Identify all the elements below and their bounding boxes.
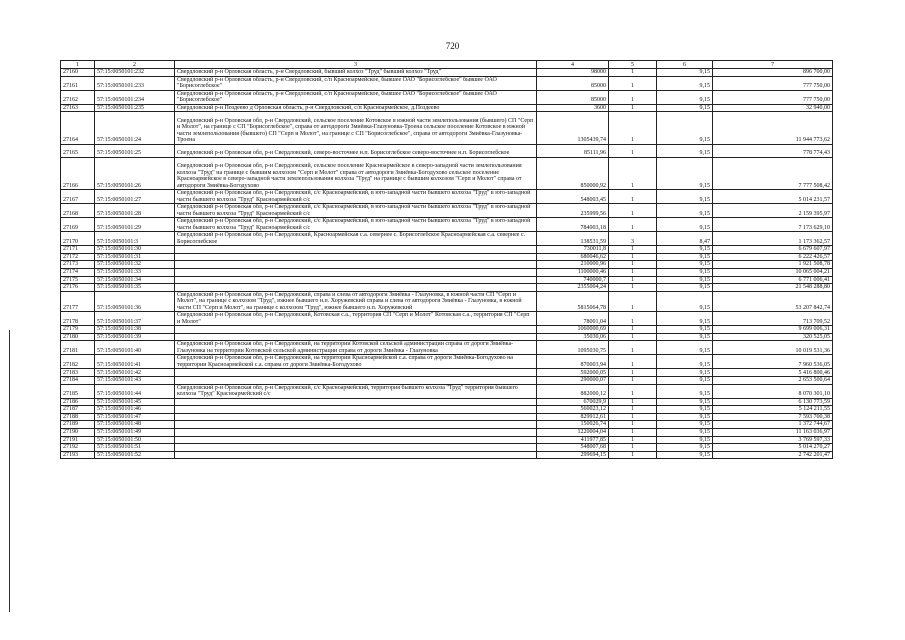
unit-price-value: 9,15 [657, 218, 713, 232]
row-number: 27193 [61, 451, 95, 459]
area-value: 78001,04 [537, 312, 609, 326]
category-value: 1 [609, 333, 657, 341]
category-value: 1 [609, 157, 657, 189]
area-value: 560023,12 [537, 406, 609, 414]
location-description: Свердловский р-н Орловская область, р-н Свердловский, с/п Красноармейское, бывшее ОАО "Борисоглебское" бывшее ОАО "Борисоглебское" [175, 90, 537, 104]
category-value: 1 [609, 253, 657, 261]
location-description [175, 333, 537, 341]
row-number: 27174 [61, 268, 95, 276]
cadastral-value: 9 699 006,31 [713, 326, 833, 334]
cadastral-number: 57:15:0050101:29 [95, 218, 175, 232]
registry-body [61, 61, 833, 459]
column-number: 6 [657, 61, 713, 69]
location-description: Свердловский р-н Орловская обл, р-н Свердловский, справа и слева от автодороги Змиёвка - Глазуновка, в южной части СП "Серп и Молот", на границе с колхозом "Труд", южнее бывшего н.п. Хоружевский справа и слева от автодороги Змиёвка - Глазуновка, в южной части СП "Серп и Молот", на границе с колхозом "Труд", южнее бывшего н.п. Хоружевский [175, 291, 537, 312]
table-row [61, 384, 833, 398]
unit-price-value: 9,15 [657, 204, 713, 218]
cadastral-number: 57:15:0050101:34 [95, 276, 175, 284]
area-value: 730011,8 [537, 246, 609, 254]
location-description [175, 421, 537, 429]
cadastral-value: 2 159 395,97 [713, 204, 833, 218]
table-row [61, 69, 833, 77]
column-number: 7 [713, 61, 833, 69]
unit-price-value: 9,15 [657, 144, 713, 157]
cadastral-number: 57:15:0050101:48 [95, 421, 175, 429]
cadastral-number: 57:15:0050101:42 [95, 369, 175, 377]
category-value: 1 [609, 246, 657, 254]
location-description: Свердловский р-н Орловская обл, р-н Свердловский, с/с Красноармейский, в юго-западной части бывшего колхоза "Труд" в юго-западной части бывшего колхоза "Труд" Красноармейский с/с [175, 218, 537, 232]
area-value: 850000,92 [537, 157, 609, 189]
unit-price-value: 9,15 [657, 157, 713, 189]
area-value: 290000,07 [537, 377, 609, 385]
category-value: 1 [609, 90, 657, 104]
cadastral-value: 6 222 426,57 [713, 253, 833, 261]
table-row [61, 341, 833, 355]
location-description: Свердловский р-н Орловская область, р-н Свердловский, с/п Красноармейское, бывшее ОАО "Борисоглебское" бывшее ОАО "Борисоглебское" [175, 76, 537, 90]
category-value: 1 [609, 218, 657, 232]
row-number: 27187 [61, 406, 95, 414]
area-value: 1060000,69 [537, 326, 609, 334]
category-value: 1 [609, 276, 657, 284]
area-value: 870003,94 [537, 355, 609, 369]
location-description [175, 326, 537, 334]
cadastral-value: 777 750,00 [713, 90, 833, 104]
unit-price-value: 9,15 [657, 76, 713, 90]
table-row [61, 268, 833, 276]
category-value: 1 [609, 377, 657, 385]
location-description [175, 268, 537, 276]
category-value: 1 [609, 398, 657, 406]
cadastral-value: 3 769 597,33 [713, 436, 833, 444]
cadastral-number: 57:15:0050101:24 [95, 112, 175, 144]
row-number: 27185 [61, 384, 95, 398]
location-description [175, 284, 537, 292]
cadastral-value: 5 416 800,46 [713, 369, 833, 377]
table-row [61, 253, 833, 261]
row-number: 27182 [61, 355, 95, 369]
table-row [61, 232, 833, 246]
row-number: 27161 [61, 76, 95, 90]
cadastral-value: 7 173 629,10 [713, 218, 833, 232]
row-number: 27180 [61, 333, 95, 341]
cadastral-value: 53 207 842,74 [713, 291, 833, 312]
column-number: 1 [61, 61, 95, 69]
category-value: 1 [609, 451, 657, 459]
cadastral-value: 713 709,52 [713, 312, 833, 326]
cadastral-number: 57:15:0050101:50 [95, 436, 175, 444]
table-row [61, 451, 833, 459]
row-number: 27166 [61, 157, 95, 189]
area-value: 548003,45 [537, 190, 609, 204]
table-row [61, 377, 833, 385]
cadastral-number: 57:15:0050101:37 [95, 312, 175, 326]
unit-price-value: 9,15 [657, 355, 713, 369]
unit-price-value: 9,15 [657, 384, 713, 398]
row-number: 27164 [61, 112, 95, 144]
row-number: 27165 [61, 144, 95, 157]
cadastral-number: 57:15:0050101:232 [95, 69, 175, 77]
cadastral-value: 5 014 270,27 [713, 444, 833, 452]
unit-price-value: 9,15 [657, 444, 713, 452]
cadastral-value: 10 065 004,21 [713, 268, 833, 276]
cadastral-number: 57:15:0050101:233 [95, 76, 175, 90]
area-value: 592000,05 [537, 369, 609, 377]
table-row [61, 112, 833, 144]
category-value: 1 [609, 312, 657, 326]
cadastral-value: 6 130 773,59 [713, 398, 833, 406]
row-number: 27160 [61, 69, 95, 77]
cadastral-number: 57:15:0050101:31 [95, 253, 175, 261]
category-value: 1 [609, 413, 657, 421]
unit-price-value: 9,15 [657, 190, 713, 204]
row-number: 27179 [61, 326, 95, 334]
table-row [61, 104, 833, 112]
location-description [175, 406, 537, 414]
location-description: Свердловский р-н Орловская обл, р-н Свердловский, северо-восточнее н.п. Борисоглебское северо-восточнее н.п. Борисоглебское [175, 144, 537, 157]
location-description [175, 377, 537, 385]
area-value: 411977,85 [537, 436, 609, 444]
category-value: 1 [609, 326, 657, 334]
cadastral-value: 11 163 036,97 [713, 428, 833, 436]
table-row [61, 369, 833, 377]
area-value: 85000 [537, 76, 609, 90]
column-number: 4 [537, 61, 609, 69]
page-number: 720 [445, 41, 460, 51]
area-value: 210000,96 [537, 261, 609, 269]
cadastral-value: 21 548 288,80 [713, 284, 833, 292]
category-value: 1 [609, 268, 657, 276]
table-row [61, 312, 833, 326]
cadastral-number: 57:15:0050101:3 [95, 232, 175, 246]
area-value: 299694,15 [537, 451, 609, 459]
area-value: 2355004,24 [537, 284, 609, 292]
unit-price-value: 9,15 [657, 341, 713, 355]
unit-price-value: 9,15 [657, 253, 713, 261]
cadastral-value: 778 774,43 [713, 144, 833, 157]
unit-price-value: 9,15 [657, 451, 713, 459]
unit-price-value: 8,47 [657, 232, 713, 246]
table-row [61, 190, 833, 204]
table-row [61, 428, 833, 436]
cadastral-value: 896 700,00 [713, 69, 833, 77]
location-description: Свердловский р-н Орловская обл, р-н Свердловский, на территории Красноармейской с.а. справа от дороги Змиёвка-Богодухово на территории Красноармейской с.а. справа от дороги Змиёвка-Богодухово [175, 355, 537, 369]
category-value: 1 [609, 76, 657, 90]
unit-price-value: 9,15 [657, 90, 713, 104]
cadastral-number: 57:15:0050101:30 [95, 246, 175, 254]
location-description [175, 451, 537, 459]
column-number: 5 [609, 61, 657, 69]
category-value: 1 [609, 355, 657, 369]
row-number: 27172 [61, 253, 95, 261]
cadastral-number: 57:15:0050101:234 [95, 90, 175, 104]
table-row [61, 144, 833, 157]
row-number: 27178 [61, 312, 95, 326]
location-description: Свердловский р-н Орловская обл, р-н Свердловский, сельское поселение Котовское в южной части землепользования (бывшего) СП "Серп и Молот", на границе с СП "Борисоглебское", справа от автодороги Змиёвка-Глазуновка-Троена сельское поселение Котовское в южной части землепользования (бывшего) СП "Серп и Молот", на границе с СП "Борисоглебское", справа от автодороги Змиёвка-Глазуновка-Троена [175, 112, 537, 144]
category-value: 1 [609, 444, 657, 452]
cadastral-number: 57:15:0050101:44 [95, 384, 175, 398]
category-value: 1 [609, 428, 657, 436]
location-description: Свердловский р-н Орловская обл, р-н Свердловский, с/с Красноармейский, в юго-западной части бывшего колхоза "Труд" в юго-западной части бывшего колхоза "Труд" Красноармейский с/с [175, 204, 537, 218]
area-value: 829912,61 [537, 413, 609, 421]
area-value: 1220004,04 [537, 428, 609, 436]
area-value: 1095030,75 [537, 341, 609, 355]
cadastral-number: 57:15:0050101:27 [95, 190, 175, 204]
row-number: 27168 [61, 204, 95, 218]
row-number: 27192 [61, 444, 95, 452]
category-value: 1 [609, 341, 657, 355]
row-number: 27191 [61, 436, 95, 444]
unit-price-value: 9,15 [657, 246, 713, 254]
cadastral-value: 1 173 362,57 [713, 232, 833, 246]
cadastral-number: 57:15:0050101:26 [95, 157, 175, 189]
area-value: 98000 [537, 69, 609, 77]
location-description [175, 369, 537, 377]
area-value: 35030,06 [537, 333, 609, 341]
unit-price-value: 9,15 [657, 268, 713, 276]
cadastral-number: 57:15:0050101:35 [95, 284, 175, 292]
table-row [61, 355, 833, 369]
cadastral-number: 57:15:0050101:51 [95, 444, 175, 452]
row-number: 27169 [61, 218, 95, 232]
table-row [61, 284, 833, 292]
row-number: 27163 [61, 104, 95, 112]
unit-price-value: 9,15 [657, 428, 713, 436]
cadastral-number: 57:15:0050101:25 [95, 144, 175, 157]
table-row [61, 421, 833, 429]
unit-price-value: 9,15 [657, 69, 713, 77]
row-number: 27170 [61, 232, 95, 246]
area-value: 138531,59 [537, 232, 609, 246]
unit-price-value: 9,15 [657, 326, 713, 334]
location-description [175, 253, 537, 261]
cadastral-value: 11 944 773,62 [713, 112, 833, 144]
location-description: Свердловский р-н Орловская обл, р-н Свердловский, Котовская с.а., территория СП "Серп и Молот" Котовская с.а., территория СП "Серп и Молот" [175, 312, 537, 326]
location-description [175, 436, 537, 444]
table-row [61, 444, 833, 452]
cadastral-number: 57:15:0050101:52 [95, 451, 175, 459]
cadastral-value: 7 960 536,05 [713, 355, 833, 369]
cadastral-value: 320 525,05 [713, 333, 833, 341]
area-value: 150026,74 [537, 421, 609, 429]
table-row [61, 204, 833, 218]
area-value: 1100000,46 [537, 268, 609, 276]
table-row [61, 291, 833, 312]
cadastral-value: 32 940,00 [713, 104, 833, 112]
location-description: Свердловский р-н Орловская обл, р-н Свердловский, на территории Котовской сельской администрации справа от дороги Змиёвка-Глазуновка на территории Котовской сельской администрации справа от дороги Змиёвка - Глазуновка [175, 341, 537, 355]
cadastral-value: 2 742 201,47 [713, 451, 833, 459]
category-value: 1 [609, 190, 657, 204]
area-value: 670029,9 [537, 398, 609, 406]
unit-price-value: 9,15 [657, 291, 713, 312]
table-row [61, 333, 833, 341]
table-row [61, 276, 833, 284]
area-value: 548007,68 [537, 444, 609, 452]
row-number: 27186 [61, 398, 95, 406]
table-row [61, 76, 833, 90]
column-number-row [61, 61, 833, 69]
location-description [175, 261, 537, 269]
cadastral-value: 8 070 301,10 [713, 384, 833, 398]
category-value: 1 [609, 104, 657, 112]
table-row [61, 261, 833, 269]
row-number: 27183 [61, 369, 95, 377]
location-description [175, 276, 537, 284]
cadastral-value: 10 019 531,36 [713, 341, 833, 355]
category-value: 1 [609, 436, 657, 444]
table-row [61, 413, 833, 421]
location-description [175, 398, 537, 406]
row-number: 27189 [61, 421, 95, 429]
location-description [175, 444, 537, 452]
cadastral-registry-table [60, 60, 833, 459]
cadastral-value: 5 124 211,55 [713, 406, 833, 414]
unit-price-value: 9,15 [657, 284, 713, 292]
unit-price-value: 9,15 [657, 369, 713, 377]
area-value: 5815064,78 [537, 291, 609, 312]
category-value: 1 [609, 284, 657, 292]
table-row [61, 326, 833, 334]
cadastral-value: 6 771 006,41 [713, 276, 833, 284]
location-description: Свердловский р-н Орловская обл, р-н Свердловский, Красноармейская с.а. севернее с. Борисоглебское Красноармейская с.а. севернее с. Борисоглебское [175, 232, 537, 246]
area-value: 85000 [537, 90, 609, 104]
cadastral-number: 57:15:0050101:36 [95, 291, 175, 312]
location-description [175, 428, 537, 436]
table-row [61, 406, 833, 414]
area-value: 3600 [537, 104, 609, 112]
unit-price-value: 9,15 [657, 112, 713, 144]
unit-price-value: 9,15 [657, 413, 713, 421]
cadastral-number: 57:15:0050101:41 [95, 355, 175, 369]
row-number: 27184 [61, 377, 95, 385]
cadastral-number: 57:15:0050101:40 [95, 341, 175, 355]
category-value: 3 [609, 232, 657, 246]
category-value: 1 [609, 144, 657, 157]
cadastral-value: 7 593 700,38 [713, 413, 833, 421]
table-row [61, 436, 833, 444]
location-description: Свердловский р-н Орловская область, р-н Свердловский, бывший колхоз "Труд" бывший колхоз "Труд" [175, 69, 537, 77]
category-value: 1 [609, 261, 657, 269]
area-value: 680046,62 [537, 253, 609, 261]
cadastral-number: 57:15:0050101:45 [95, 398, 175, 406]
cadastral-number: 57:15:0050101:32 [95, 261, 175, 269]
column-number: 2 [95, 61, 175, 69]
area-value: 882000,12 [537, 384, 609, 398]
area-value: 784003,18 [537, 218, 609, 232]
category-value: 1 [609, 291, 657, 312]
category-value: 1 [609, 369, 657, 377]
cadastral-number: 57:15:0050101:33 [95, 268, 175, 276]
row-number: 27162 [61, 90, 95, 104]
table-row [61, 90, 833, 104]
scan-edge-line [9, 330, 10, 612]
cadastral-number: 57:15:0050101:46 [95, 406, 175, 414]
unit-price-value: 9,15 [657, 421, 713, 429]
unit-price-value: 9,15 [657, 276, 713, 284]
cadastral-number: 57:15:0050101:43 [95, 377, 175, 385]
unit-price-value: 9,15 [657, 436, 713, 444]
table-row [61, 157, 833, 189]
column-number: 3 [175, 61, 537, 69]
row-number: 27177 [61, 291, 95, 312]
cadastral-value: 777 750,00 [713, 76, 833, 90]
cadastral-number: 57:15:0050101:235 [95, 104, 175, 112]
row-number: 27190 [61, 428, 95, 436]
row-number: 27175 [61, 276, 95, 284]
cadastral-value: 5 014 231,57 [713, 190, 833, 204]
category-value: 1 [609, 384, 657, 398]
cadastral-value: 6 679 607,97 [713, 246, 833, 254]
cadastral-value: 2 653 500,64 [713, 377, 833, 385]
cadastral-number: 57:15:0050101:38 [95, 326, 175, 334]
unit-price-value: 9,15 [657, 406, 713, 414]
unit-price-value: 9,15 [657, 398, 713, 406]
area-value: 235999,56 [537, 204, 609, 218]
location-description [175, 246, 537, 254]
cadastral-value: 1 921 508,78 [713, 261, 833, 269]
cadastral-number: 57:15:0050101:28 [95, 204, 175, 218]
category-value: 1 [609, 112, 657, 144]
table-row [61, 246, 833, 254]
table-row [61, 218, 833, 232]
cadastral-number: 57:15:0050101:47 [95, 413, 175, 421]
location-description: Свердловский р-н Орловская обл, р-н Свердловский, с/с Красноармейский, территория бывшего колхоза "Труд" территория бывшего колхоза "Труд" Красноармейский с/с [175, 384, 537, 398]
category-value: 1 [609, 69, 657, 77]
table-row [61, 398, 833, 406]
row-number: 27176 [61, 284, 95, 292]
row-number: 27181 [61, 341, 95, 355]
unit-price-value: 9,15 [657, 312, 713, 326]
location-description [175, 413, 537, 421]
unit-price-value: 9,15 [657, 333, 713, 341]
area-value: 740000,7 [537, 276, 609, 284]
unit-price-value: 9,15 [657, 377, 713, 385]
location-description: Свердловский р-н Поздеево д Орловская область, р-н Свердловский, с/п Красноармейское, д.Поздеево [175, 104, 537, 112]
category-value: 1 [609, 406, 657, 414]
row-number: 27167 [61, 190, 95, 204]
unit-price-value: 9,15 [657, 261, 713, 269]
category-value: 1 [609, 204, 657, 218]
area-value: 1305439,74 [537, 112, 609, 144]
area-value: 85111,96 [537, 144, 609, 157]
location-description: Свердловский р-н Орловская обл, р-н Свердловский, с/с Красноармейский, в юго-западной части бывшего колхоза "Труд" в юго-западной части бывшего колхоза "Труд" Красноармейский с/с [175, 190, 537, 204]
row-number: 27188 [61, 413, 95, 421]
row-number: 27171 [61, 246, 95, 254]
unit-price-value: 9,15 [657, 104, 713, 112]
category-value: 1 [609, 421, 657, 429]
cadastral-number: 57:15:0050101:39 [95, 333, 175, 341]
location-description: Свердловский р-н Орловская обл, р-н Свердловский, сельское поселение Красноармейское в северо-западной части землепользования колхоза "Труд" на границе с бывшим колхозом "Серп и Молот" справа от автодороги Змиёвка-Богодухово сельское поселение Красноармейское в северо-западной части землепользования колхоза "Труд" на границе с бывшим колхозом "Серп и Молот" справа от автодороги Змиёвка-Богодухово [175, 157, 537, 189]
cadastral-number: 57:15:0050101:49 [95, 428, 175, 436]
cadastral-value: 7 777 508,42 [713, 157, 833, 189]
cadastral-value: 1 372 744,67 [713, 421, 833, 429]
row-number: 27173 [61, 261, 95, 269]
